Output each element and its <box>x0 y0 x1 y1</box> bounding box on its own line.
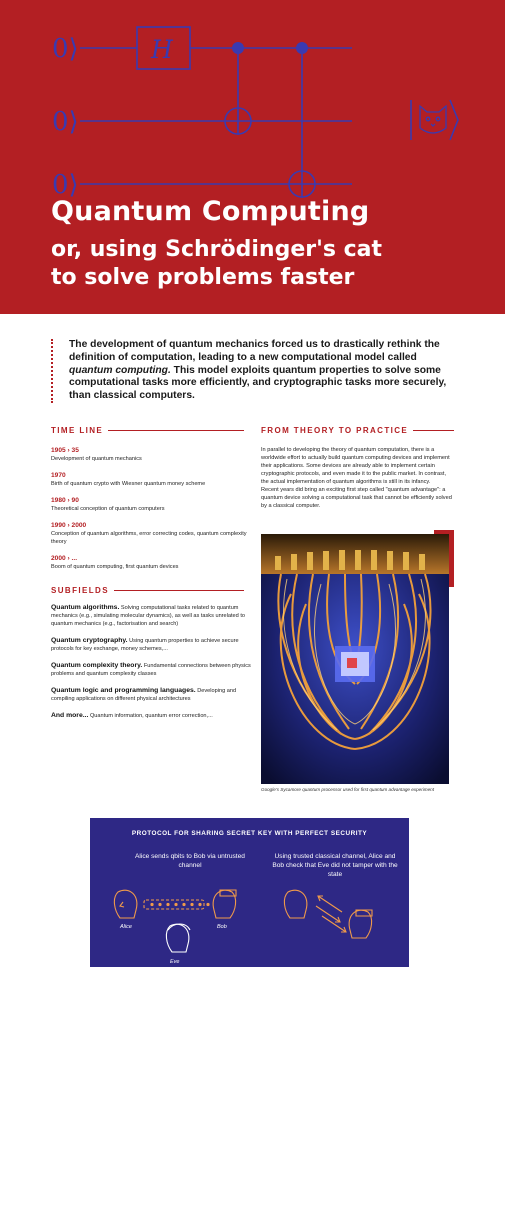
timeline-text: Theoretical conception of quantum computers <box>51 506 165 512</box>
subfield-title: Quantum algorithms. <box>51 604 120 611</box>
output-ket-angle <box>450 100 458 140</box>
subfield-item <box>51 604 251 628</box>
quantum-circuit-diagram <box>0 0 505 210</box>
subtitle-line-1: or, using Schrödinger's cat <box>51 237 382 262</box>
subtitle-line-2: to solve problems faster <box>51 265 355 290</box>
intro-part-2: This model exploits quantum properties to solve some computational tasks more efficiently, and cryptographic tasks more securely, than classical computers. <box>69 364 447 402</box>
subfield-item <box>51 637 251 653</box>
cat-icon <box>420 106 446 133</box>
subfields-heading-label: SUBFIELDS <box>51 586 109 595</box>
timeline-text: Development of quantum mechanics <box>51 456 142 462</box>
intro-part-1: The development of quantum mechanics forced us to drastically rethink the definition of computation, leading to a new computational model called <box>69 339 440 363</box>
timeline-text: Birth of quantum crypto with Wiesner quantum money scheme <box>51 481 206 487</box>
ket-label-1: 0⟩ <box>52 34 79 64</box>
subfield-text: Developing and compiling applications on different physical architectures <box>51 688 237 702</box>
subfield-title: Quantum cryptography. <box>51 637 128 644</box>
timeline-heading <box>51 426 244 435</box>
timeline-year: 1970 <box>51 472 66 479</box>
qubit-dots <box>150 903 209 906</box>
timeline-item <box>51 471 251 488</box>
subfield-text: Solving computational tasks related to quantum mechanics (e.g., simulating molecular dynamics), as well as tasks unrelated to quantum mechanics (e.g., factorisation and search) <box>51 605 245 627</box>
ket-label-3: 0⟩ <box>52 170 79 200</box>
processor-illustration <box>261 534 449 784</box>
bob-label: Bob <box>217 924 227 930</box>
subfield-title: And more... <box>51 712 89 719</box>
protocol-step-2: Using trusted classical channel, Alice and Bob check that Eve did not tamper with the state <box>272 853 398 878</box>
timeline-year: 1990 › 2000 <box>51 522 87 529</box>
subfield-item <box>51 712 251 720</box>
timeline-item <box>51 554 251 571</box>
bob-icon <box>213 890 236 918</box>
eve-icon <box>166 924 190 952</box>
timeline-heading-label: TIME LINE <box>51 426 104 435</box>
subfield-title: Quantum complexity theory. <box>51 662 143 669</box>
theory-paragraph-1: In parallel to developing the theory of quantum computation, there is a worldwide effort to actually build quantum computing devices and implement their applications. Some devices are already able to implement certain cryptographic protocols, and even made it to the public market. In contrast, the actual implementation of quantum algorithms is still in its infancy. <box>261 447 450 485</box>
eve-label: Eve <box>170 959 180 965</box>
heading-rule <box>413 430 454 431</box>
subfields-list <box>51 604 251 729</box>
classical-channel-arrows <box>316 896 346 932</box>
cnot-control-dot-1 <box>232 42 244 54</box>
subfield-text: Fundamental connections between physics problems and quantum complexity classes <box>51 663 251 677</box>
gate-label: H <box>151 35 173 64</box>
page-subtitle <box>51 236 481 292</box>
subfield-title: Quantum logic and programming languages. <box>51 687 196 694</box>
timeline-item <box>51 496 251 513</box>
subfield-item <box>51 687 251 703</box>
alice-icon-right <box>284 890 307 918</box>
heading-rule <box>108 430 244 431</box>
protocol-illustration <box>90 878 409 967</box>
bob-icon-right <box>349 910 372 938</box>
timeline-year: 1980 › 90 <box>51 497 79 504</box>
theory-heading-label: FROM THEORY TO PRACTICE <box>261 426 409 435</box>
header-banner <box>0 0 505 314</box>
intro-paragraph <box>51 339 451 403</box>
subfield-text: Quantum information, quantum error correction,... <box>89 713 213 719</box>
subfield-item <box>51 662 251 678</box>
alice-label: Alice <box>120 924 132 930</box>
timeline-list <box>51 446 251 579</box>
theory-paragraph-2: Recent years did bring an exciting first step called "quantum advantage": a quantum device solving a computational task that cannot be efficiently solved by a classical computer. <box>261 487 452 509</box>
subfield-text: Using quantum properties to achieve secure protocols for key exchange, money schemes,... <box>51 638 239 652</box>
timeline-item <box>51 446 251 463</box>
protocol-panel <box>90 818 409 967</box>
cnot-control-dot-2 <box>296 42 308 54</box>
intro-emphasis: quantum computing. <box>69 364 171 376</box>
timeline-item <box>51 521 251 546</box>
timeline-year: 1905 › 35 <box>51 447 79 454</box>
protocol-title: PROTOCOL FOR SHARING SECRET KEY WITH PERFECT SECURITY <box>131 830 368 837</box>
theory-text <box>261 446 453 510</box>
page-title: Quantum Computing <box>51 196 370 227</box>
ket-label-2: 0⟩ <box>52 107 79 137</box>
subfields-heading <box>51 586 244 595</box>
heading-rule <box>114 590 244 591</box>
timeline-year: 2000 › ... <box>51 555 78 562</box>
timeline-text: Boom of quantum computing, first quantum devices <box>51 564 179 570</box>
theory-heading <box>261 426 454 435</box>
sycamore-processor-photo <box>261 534 449 784</box>
protocol-step-1: Alice sends qbits to Bob via untrusted channel <box>135 853 245 869</box>
photo-caption: Google's Sycamore quantum processor used for first quantum advantage experiment <box>261 787 434 792</box>
alice-icon <box>114 890 137 918</box>
timeline-text: Conception of quantum algorithms, error correcting codes, quantum complexity theory <box>51 531 247 545</box>
